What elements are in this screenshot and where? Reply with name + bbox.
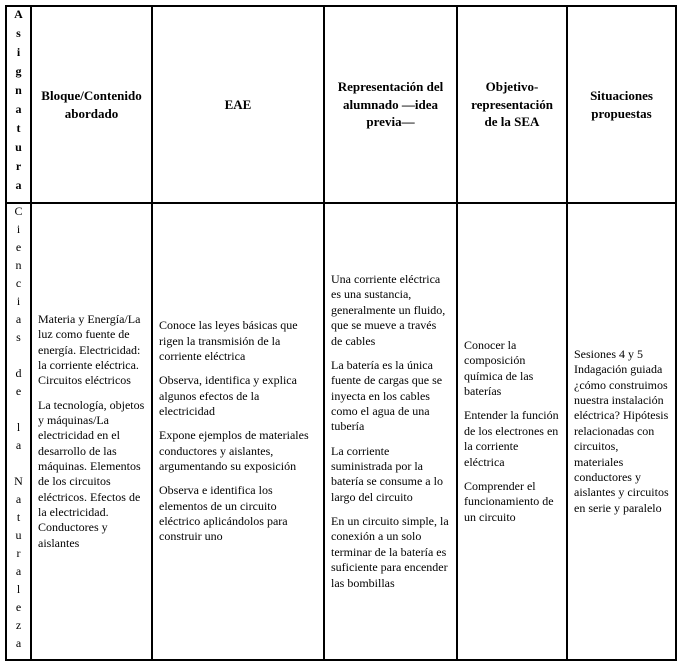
objetivo-paragraph-2: Entender la función de los electrones en la corriente eléctrica (464, 408, 559, 469)
cell-representacion-alumnado (324, 203, 457, 660)
cell-asignatura-value (6, 203, 31, 660)
eae-paragraph-1: Conoce las leyes básicas que rigen la transmisión de la corriente eléctrica (159, 318, 298, 363)
curriculum-table (5, 5, 677, 661)
cell-situaciones-propuestas (567, 203, 676, 660)
header-cell-situaciones-propuestas: Situaciones propuestas (567, 6, 676, 203)
body-row (6, 203, 676, 660)
header-row (6, 6, 676, 203)
header-cell-eae: EAE (152, 6, 324, 203)
asignatura-value-label: Ciencias de la Naturaleza (11, 204, 26, 654)
situaciones-paragraph-1: Sesiones 4 y 5 Indagación guiada ¿cómo construimos nuestra instalación eléctrica? Hipótesis relacionadas con circuitos, materiales conductores y aislantes y circuitos en serie y paralelo (574, 347, 669, 515)
representacion-paragraph-3: La corriente suministrada por la batería se consume a lo largo del circuito (331, 443, 443, 504)
header-cell-objetivo-representacion: Objetivo-representación de la SEA (457, 6, 567, 203)
header-cell-bloque-contenido: Bloque/Contenido abordado (31, 6, 152, 203)
objetivo-paragraph-1: Conocer la composición química de las baterías (464, 338, 534, 399)
bloque-paragraph-2: La tecnología, objetos y máquinas/La electricidad en el desarrollo de las máquinas. Elementos de los circuitos eléctricos. Efectos de la electricidad. Conductores y aislantes (38, 397, 145, 550)
representacion-paragraph-2: La batería es la única fuente de cargas que se inyecta en los cables como el agua de una tubería (331, 357, 443, 434)
cell-objetivo-representacion (457, 203, 567, 660)
cell-bloque-contenido (31, 203, 152, 660)
header-asignatura-label: Asignatura (11, 7, 26, 197)
bloque-paragraph-1: Materia y Energía/La luz como fuente de energía. Electricidad: la corriente eléctrica. Circuitos eléctricos (38, 311, 141, 388)
objetivo-paragraph-3: Comprender el funcionamiento de un circuito (464, 478, 554, 524)
header-cell-asignatura (6, 6, 31, 203)
header-cell-representacion-alumnado: Representación del alumnado —idea previa— (324, 6, 457, 203)
eae-paragraph-3: Expone ejemplos de materiales conductores y aislantes, argumentando su exposición (159, 428, 309, 474)
representacion-paragraph-1: Una corriente eléctrica es una sustancia, generalmente un fluido, que se mueve a través de cables (331, 272, 446, 348)
eae-paragraph-4: Observa e identifica los elementos de un circuito eléctrico aplicándolos para construir uno (159, 483, 288, 544)
eae-paragraph-2: Observa, identifica y explica algunos efectos de la electricidad (159, 373, 297, 418)
representacion-paragraph-4: En un circuito simple, la conexión a un solo terminar de la batería es suficiente para encender las bombillas (331, 514, 449, 590)
cell-eae (152, 203, 324, 660)
